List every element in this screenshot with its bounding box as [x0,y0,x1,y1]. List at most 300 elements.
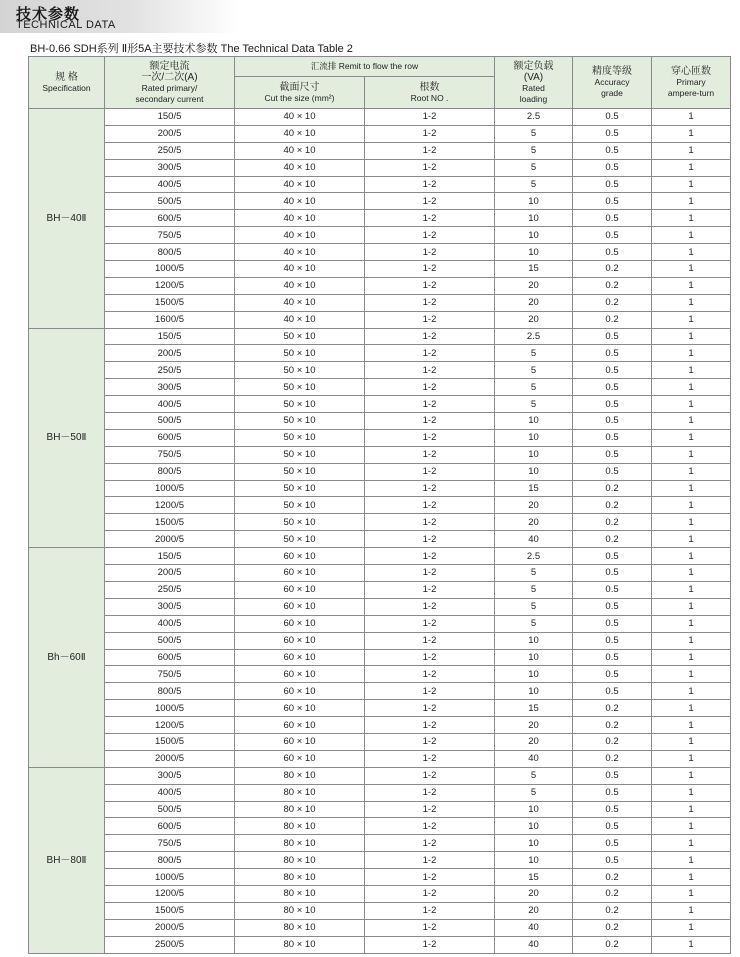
header-spec-en: Specification [42,82,91,93]
cell-rated-current: 600/5 [105,429,235,446]
cell-rated-current: 2000/5 [105,750,235,767]
cell-turns: 1 [652,565,731,582]
cell-root-no: 1-2 [365,514,495,531]
cell-root-no: 1-2 [365,261,495,278]
cell-rated-current: 1200/5 [105,717,235,734]
cell-accuracy: 0.2 [573,919,652,936]
table-row [29,818,731,835]
header-accuracy [573,57,652,109]
cell-rated-load: 15 [495,869,573,886]
cell-rated-load: 10 [495,632,573,649]
cell-accuracy: 0.5 [573,109,652,126]
cell-accuracy: 0.2 [573,294,652,311]
cell-rated-current: 200/5 [105,125,235,142]
cell-turns: 1 [652,429,731,446]
table-body [29,109,731,954]
table-row [29,936,731,953]
cell-accuracy: 0.5 [573,767,652,784]
cell-rated-load: 10 [495,227,573,244]
cell-root-no: 1-2 [365,565,495,582]
cell-accuracy: 0.5 [573,142,652,159]
table-row [29,581,731,598]
cell-accuracy: 0.5 [573,429,652,446]
cell-accuracy: 0.5 [573,598,652,615]
cell-root-no: 1-2 [365,446,495,463]
cell-root-no: 1-2 [365,531,495,548]
table-row [29,311,731,328]
cell-rated-current: 800/5 [105,852,235,869]
cell-turns: 1 [652,767,731,784]
cell-rated-current: 1000/5 [105,700,235,717]
cell-rated-current: 300/5 [105,767,235,784]
cell-cut-size: 60 × 10 [235,615,365,632]
cell-root-no: 1-2 [365,733,495,750]
cell-accuracy: 0.5 [573,615,652,632]
cell-cut-size: 50 × 10 [235,379,365,396]
header-root-no [365,77,495,109]
table-row [29,497,731,514]
cell-accuracy: 0.5 [573,328,652,345]
cell-rated-load: 5 [495,379,573,396]
cell-cut-size: 60 × 10 [235,700,365,717]
cell-rated-current: 400/5 [105,176,235,193]
table-row [29,142,731,159]
cell-accuracy: 0.2 [573,531,652,548]
cell-root-no: 1-2 [365,429,495,446]
cell-turns: 1 [652,294,731,311]
table-row [29,514,731,531]
cell-accuracy: 0.5 [573,362,652,379]
cell-rated-current: 600/5 [105,649,235,666]
cell-cut-size: 40 × 10 [235,142,365,159]
cell-root-no: 1-2 [365,362,495,379]
header-specification [29,57,105,109]
cell-rated-current: 250/5 [105,581,235,598]
cell-rated-load: 15 [495,700,573,717]
cell-rated-load: 5 [495,345,573,362]
cell-cut-size: 50 × 10 [235,362,365,379]
cell-accuracy: 0.5 [573,801,652,818]
cell-rated-load: 5 [495,581,573,598]
cell-rated-current: 500/5 [105,413,235,430]
cell-cut-size: 40 × 10 [235,277,365,294]
cell-rated-load: 10 [495,852,573,869]
table-row [29,362,731,379]
cell-rated-current: 800/5 [105,683,235,700]
cell-cut-size: 50 × 10 [235,531,365,548]
cell-cut-size: 80 × 10 [235,936,365,953]
cell-rated-current: 1500/5 [105,733,235,750]
cell-root-no: 1-2 [365,345,495,362]
cell-root-no: 1-2 [365,142,495,159]
cell-cut-size: 60 × 10 [235,750,365,767]
cell-root-no: 1-2 [365,379,495,396]
cell-rated-load: 2.5 [495,109,573,126]
cell-rated-current: 400/5 [105,784,235,801]
cell-root-no: 1-2 [365,902,495,919]
cell-rated-load: 20 [495,277,573,294]
table-row [29,261,731,278]
cell-turns: 1 [652,598,731,615]
header-current-cn2: 一次/二次(A) [141,71,198,83]
cell-turns: 1 [652,109,731,126]
cell-rated-current: 300/5 [105,598,235,615]
model-group-cell: Bh－60Ⅱ [29,548,105,768]
table-row [29,902,731,919]
cell-rated-load: 10 [495,801,573,818]
cell-rated-current: 1000/5 [105,869,235,886]
cell-rated-load: 10 [495,193,573,210]
cell-rated-current: 250/5 [105,362,235,379]
cell-turns: 1 [652,463,731,480]
cell-cut-size: 80 × 10 [235,801,365,818]
cell-cut-size: 50 × 10 [235,463,365,480]
table-row [29,885,731,902]
cell-rated-current: 600/5 [105,818,235,835]
cell-rated-current: 750/5 [105,666,235,683]
cell-rated-current: 150/5 [105,548,235,565]
cell-root-no: 1-2 [365,277,495,294]
cell-cut-size: 50 × 10 [235,328,365,345]
cell-rated-current: 1000/5 [105,261,235,278]
cell-cut-size: 50 × 10 [235,396,365,413]
cell-cut-size: 40 × 10 [235,227,365,244]
header-load-en2: loading [519,93,548,104]
cell-cut-size: 80 × 10 [235,902,365,919]
model-group-cell: BH－40Ⅱ [29,109,105,329]
cell-rated-current: 1500/5 [105,294,235,311]
table-row [29,328,731,345]
cell-rated-current: 2000/5 [105,919,235,936]
table-row [29,700,731,717]
cell-accuracy: 0.2 [573,733,652,750]
table-row [29,733,731,750]
header-load-en1: Rated [522,82,545,93]
cell-accuracy: 0.2 [573,311,652,328]
cell-accuracy: 0.2 [573,902,652,919]
cell-rated-load: 20 [495,514,573,531]
table-row [29,852,731,869]
header-accuracy-en2: grade [601,88,623,98]
cell-cut-size: 50 × 10 [235,480,365,497]
cell-turns: 1 [652,514,731,531]
cell-cut-size: 80 × 10 [235,784,365,801]
cell-cut-size: 50 × 10 [235,413,365,430]
cell-turns: 1 [652,413,731,430]
cell-turns: 1 [652,210,731,227]
cell-rated-current: 250/5 [105,142,235,159]
section-title-cn: 技术参数 [16,6,81,23]
cell-turns: 1 [652,125,731,142]
cell-accuracy: 0.5 [573,193,652,210]
cell-rated-current: 1200/5 [105,885,235,902]
header-busbar [235,57,495,77]
cell-accuracy: 0.2 [573,514,652,531]
table-row [29,835,731,852]
cell-accuracy: 0.5 [573,852,652,869]
cell-root-no: 1-2 [365,463,495,480]
table-row [29,784,731,801]
table-row [29,193,731,210]
table-row [29,345,731,362]
table-row [29,244,731,261]
cell-cut-size: 50 × 10 [235,446,365,463]
cell-root-no: 1-2 [365,632,495,649]
cell-cut-size: 40 × 10 [235,261,365,278]
cell-turns: 1 [652,446,731,463]
cell-rated-load: 5 [495,565,573,582]
cell-cut-size: 50 × 10 [235,429,365,446]
cell-turns: 1 [652,700,731,717]
section-title-en: TECHNICAL DATA [16,19,116,31]
cell-cut-size: 80 × 10 [235,835,365,852]
cell-accuracy: 0.2 [573,869,652,886]
cell-rated-current: 1500/5 [105,902,235,919]
cell-cut-size: 60 × 10 [235,548,365,565]
cell-turns: 1 [652,142,731,159]
cell-root-no: 1-2 [365,210,495,227]
cell-rated-current: 1600/5 [105,311,235,328]
cell-root-no: 1-2 [365,717,495,734]
cell-rated-load: 5 [495,784,573,801]
header-load-cn: 额定负载 [513,60,554,72]
cell-root-no: 1-2 [365,852,495,869]
header-turns-cn: 穿心匝数 [671,66,712,77]
cell-accuracy: 0.2 [573,885,652,902]
table-row [29,413,731,430]
cell-root-no: 1-2 [365,666,495,683]
table-row [29,294,731,311]
cell-cut-size: 80 × 10 [235,869,365,886]
cell-accuracy: 0.5 [573,345,652,362]
cell-accuracy: 0.5 [573,227,652,244]
cell-root-no: 1-2 [365,919,495,936]
cell-cut-size: 50 × 10 [235,497,365,514]
cell-rated-current: 750/5 [105,227,235,244]
table-row [29,379,731,396]
cell-turns: 1 [652,852,731,869]
table-row [29,396,731,413]
cell-turns: 1 [652,345,731,362]
cell-rated-current: 300/5 [105,159,235,176]
header-rated-current [105,57,235,109]
cell-rated-load: 20 [495,311,573,328]
cell-rated-load: 10 [495,413,573,430]
cell-accuracy: 0.5 [573,125,652,142]
header-size-cn: 截面尺寸 [279,81,320,93]
cell-rated-load: 10 [495,429,573,446]
cell-rated-current: 1200/5 [105,277,235,294]
cell-rated-load: 10 [495,683,573,700]
cell-cut-size: 80 × 10 [235,767,365,784]
table-row [29,125,731,142]
cell-cut-size: 40 × 10 [235,210,365,227]
cell-rated-current: 200/5 [105,565,235,582]
model-group-cell: BH－80Ⅱ [29,767,105,953]
cell-rated-current: 800/5 [105,463,235,480]
table-row [29,480,731,497]
cell-root-no: 1-2 [365,818,495,835]
cell-rated-load: 10 [495,649,573,666]
cell-rated-load: 40 [495,531,573,548]
cell-root-no: 1-2 [365,125,495,142]
cell-cut-size: 80 × 10 [235,818,365,835]
cell-accuracy: 0.5 [573,649,652,666]
cell-root-no: 1-2 [365,835,495,852]
cell-cut-size: 40 × 10 [235,193,365,210]
cell-root-no: 1-2 [365,598,495,615]
cell-rated-current: 400/5 [105,615,235,632]
header-turns-en1: Primary [676,77,706,87]
cell-turns: 1 [652,615,731,632]
table-row [29,565,731,582]
cell-cut-size: 80 × 10 [235,919,365,936]
header-size-en: Cut the size (mm²) [264,92,335,103]
cell-rated-current: 500/5 [105,632,235,649]
table-row [29,210,731,227]
cell-rated-load: 5 [495,125,573,142]
cell-root-no: 1-2 [365,396,495,413]
cell-cut-size: 40 × 10 [235,176,365,193]
cell-turns: 1 [652,277,731,294]
cell-accuracy: 0.5 [573,818,652,835]
cell-accuracy: 0.2 [573,480,652,497]
header-accuracy-en1: Accuracy [594,77,630,87]
cell-rated-current: 800/5 [105,244,235,261]
table-row [29,227,731,244]
header-roots-cn: 根数 [419,81,440,93]
cell-root-no: 1-2 [365,109,495,126]
cell-rated-load: 5 [495,362,573,379]
cell-turns: 1 [652,581,731,598]
cell-rated-load: 2.5 [495,548,573,565]
cell-rated-load: 40 [495,919,573,936]
cell-root-no: 1-2 [365,767,495,784]
cell-cut-size: 60 × 10 [235,666,365,683]
cell-root-no: 1-2 [365,311,495,328]
table-row [29,801,731,818]
table-row [29,683,731,700]
cell-rated-load: 40 [495,750,573,767]
cell-root-no: 1-2 [365,936,495,953]
table-caption: BH-0.66 SDH系列 Ⅱ形5A主要技术参数 The Technical Data Table 2 [30,43,353,55]
cell-rated-load: 10 [495,463,573,480]
cell-rated-current: 600/5 [105,210,235,227]
cell-accuracy: 0.5 [573,159,652,176]
cell-rated-current: 150/5 [105,109,235,126]
cell-turns: 1 [652,784,731,801]
table-row [29,649,731,666]
header-spec-cn: 规 格 [55,71,78,83]
cell-cut-size: 60 × 10 [235,565,365,582]
cell-rated-load: 10 [495,210,573,227]
cell-cut-size: 40 × 10 [235,294,365,311]
table-row [29,277,731,294]
cell-turns: 1 [652,801,731,818]
cell-cut-size: 40 × 10 [235,109,365,126]
table-row [29,869,731,886]
cell-turns: 1 [652,919,731,936]
table-row [29,109,731,126]
cell-root-no: 1-2 [365,294,495,311]
technical-data-table [28,56,731,954]
cell-rated-current: 1500/5 [105,514,235,531]
cell-accuracy: 0.5 [573,581,652,598]
cell-root-no: 1-2 [365,244,495,261]
cell-turns: 1 [652,193,731,210]
cell-root-no: 1-2 [365,615,495,632]
cell-rated-current: 400/5 [105,396,235,413]
cell-turns: 1 [652,159,731,176]
cell-rated-load: 2.5 [495,328,573,345]
cell-rated-load: 20 [495,717,573,734]
cell-turns: 1 [652,480,731,497]
cell-root-no: 1-2 [365,801,495,818]
cell-turns: 1 [652,379,731,396]
cell-rated-load: 10 [495,835,573,852]
cell-rated-current: 2000/5 [105,531,235,548]
cell-accuracy: 0.5 [573,463,652,480]
cell-accuracy: 0.5 [573,446,652,463]
cell-root-no: 1-2 [365,193,495,210]
table-row [29,463,731,480]
header-rated-load [495,57,573,109]
cell-rated-load: 20 [495,733,573,750]
cell-rated-load: 5 [495,396,573,413]
cell-cut-size: 40 × 10 [235,125,365,142]
cell-rated-current: 2500/5 [105,936,235,953]
cell-turns: 1 [652,666,731,683]
cell-rated-load: 15 [495,480,573,497]
cell-rated-load: 5 [495,598,573,615]
table-row [29,750,731,767]
cell-rated-current: 300/5 [105,379,235,396]
cell-root-no: 1-2 [365,480,495,497]
cell-accuracy: 0.5 [573,379,652,396]
cell-turns: 1 [652,311,731,328]
cell-turns: 1 [652,632,731,649]
cell-cut-size: 40 × 10 [235,159,365,176]
cell-accuracy: 0.5 [573,632,652,649]
table-row [29,598,731,615]
section-header [0,0,240,33]
cell-rated-current: 200/5 [105,345,235,362]
cell-rated-load: 5 [495,615,573,632]
header-turns-en2: ampere-turn [667,88,715,98]
cell-root-no: 1-2 [365,497,495,514]
cell-rated-load: 20 [495,885,573,902]
model-group-cell: BH－50Ⅱ [29,328,105,548]
cell-rated-current: 150/5 [105,328,235,345]
header-current-en1: Rated primary/ [141,82,198,93]
header-accuracy-cn: 精度等级 [592,66,633,77]
cell-rated-load: 20 [495,902,573,919]
cell-cut-size: 60 × 10 [235,581,365,598]
cell-turns: 1 [652,750,731,767]
cell-accuracy: 0.5 [573,666,652,683]
cell-accuracy: 0.5 [573,683,652,700]
table-row [29,666,731,683]
cell-turns: 1 [652,733,731,750]
cell-accuracy: 0.5 [573,176,652,193]
cell-turns: 1 [652,176,731,193]
cell-cut-size: 60 × 10 [235,717,365,734]
cell-rated-load: 5 [495,176,573,193]
cell-turns: 1 [652,683,731,700]
cell-rated-load: 5 [495,142,573,159]
table-row [29,767,731,784]
cell-cut-size: 40 × 10 [235,311,365,328]
